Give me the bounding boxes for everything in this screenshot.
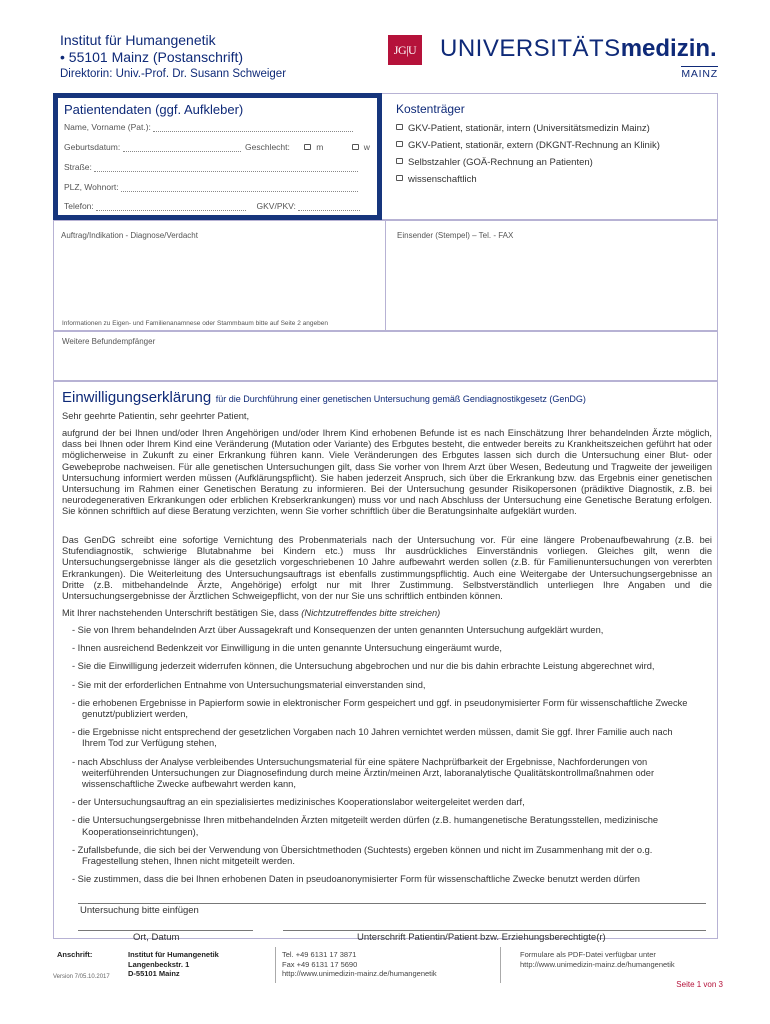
exam-line — [78, 903, 706, 904]
consent-paragraph-2: Das GenDG schreibt eine sofortige Vernichtung des Probenmaterials nach der Untersuchung vor. Für eine längere Probenaufbewahrung (z.B. bei Stufendiagnostik, schwierige Blutabnahme bei Kindern etc.) muss Ihr ausdrückliches Einverständnis vorliegen. Gleiches gilt, wenn die Untersuchungsergebnisse länger als die gesetzlich vorgeschriebenen 10 Jahre aufbewahrt werden sollen (z.B. für Familienuntersuchungen von vererbten Erkrankungen). Die Weiterleitung des Untersuchungsauftrags ist ebenfalls zustimmungspflichtig. Auch eine Weitergabe der Untersuchungsergebnisse an Dritte (z.B. mitbehandelnde Ärzte, Angehörige) erfolgt nur mit Ihrer Zustimmung. Selbstverständlich unterliegen Ihre Angaben und die Untersuchungsergebnisse der Ärztlichen Schweigepflicht, von der nur Sie uns schriftlich entbinden können. — [62, 535, 712, 602]
patient-name-label: Name, Vorname (Pat.): — [64, 122, 151, 132]
city-field[interactable] — [121, 183, 358, 192]
institute-director: Direktorin: Univ.-Prof. Dr. Susann Schweiger — [60, 68, 287, 80]
consent-bullet: - Sie von Ihrem behandelnden Arzt über Aussagekraft und Konsequenzen der unten genannten Untersuchung aufgeklärt wurden, — [72, 625, 604, 635]
patient-city-row[interactable] — [64, 182, 358, 192]
street-label: Straße: — [64, 162, 92, 172]
confirm-note: (Nichtzutreffendes bitte streichen) — [301, 608, 441, 618]
cost-checkbox[interactable] — [396, 158, 403, 164]
institute-name: Institut für Humangenetik — [60, 32, 216, 48]
footer-divider — [500, 947, 501, 983]
patient-name-field[interactable] — [153, 123, 353, 132]
cost-option-gkv-extern[interactable] — [396, 140, 660, 151]
jgu-logo-box: JG|U — [388, 35, 422, 65]
footer-pdf — [520, 950, 675, 969]
cost-checkbox[interactable] — [396, 141, 403, 147]
dob-label: Geburtsdatum: — [64, 142, 121, 152]
gkv-field[interactable] — [298, 202, 360, 211]
patient-data-box[interactable] — [53, 93, 382, 220]
phone-field[interactable] — [96, 202, 246, 211]
consent-bullet: - die erhobenen Ergebnisse in Papierform sowie in elektronischer Form gespeichert und ggf. in pseudonymisierter Form für wissenschaftliche Zwecke genutzt/publiziert werden, — [72, 697, 688, 720]
cost-option-label: wissenschaftlich — [408, 174, 477, 185]
exam-label: Untersuchung bitte einfügen — [80, 905, 199, 916]
logo-word2: medizin. — [620, 35, 717, 62]
indication-field[interactable] — [55, 242, 383, 318]
place-date-field[interactable] — [78, 915, 253, 929]
footer-web-link[interactable]: http://www.unimedizin-mainz.de/humangenetik — [282, 969, 437, 978]
order-divider — [385, 220, 386, 331]
consent-bullet: - nach Abschluss der Analyse verbleibendes Untersuchungsmaterial für eine spätere Nachprüfbarkeit der Ergebnisse, Nachforderungen von weiterführenden Untersuchungen zur Diagnosefindung durch meine Ärztin/meinen Arzt, laboranalytische Qualitätskontrollmaßnahmen oder wissenschaftliche Zwecke aufbewahrt werden kann, — [72, 756, 655, 790]
consent-title-rest: für die Durchführung einer genetischen Untersuchung gemäß Gendiagnostikgesetz (GenDG) — [215, 394, 586, 404]
footer-street: Langenbeckstr. 1 — [128, 959, 190, 969]
consent-bullet: - Ihnen ausreichend Bedenkzeit vor Einwilligung in die unten genannte Untersuchung eingeräumt wurde, — [72, 643, 502, 654]
footer-pdf-link[interactable]: http://www.unimedizin-mainz.de/humangenetik — [520, 959, 675, 969]
sex-m-checkbox[interactable] — [304, 144, 311, 150]
signature-label: Unterschrift Patientin/Patient bzw. Erziehungsberechtigte(r) — [357, 932, 606, 943]
logo-wordmark — [440, 33, 717, 65]
patient-dob-row[interactable] — [64, 142, 370, 152]
cost-checkbox[interactable] — [396, 175, 403, 181]
recipients-label: Weitere Befundempfänger — [62, 337, 156, 346]
footer-left — [57, 950, 92, 960]
indication-label: Auftrag/Indikation - Diagnose/Verdacht — [61, 231, 198, 240]
sender-label: Einsender (Stempel) – Tel. - FAX — [397, 231, 514, 240]
consent-bullet: - die Untersuchungsergebnisse Ihren mitbehandelnden Ärzten mitgeteilt werden dürfen (z.B. humangenetische Beratungsstellen, medizinische Kooperationseinrichtungen), — [72, 815, 659, 837]
consent-bullet: - Sie mit der erforderlichen Entnahme von Untersuchungsmaterial einverstanden sind, — [72, 679, 426, 690]
sex-m-label: m — [316, 142, 324, 152]
city-label: PLZ, Wohnort: — [64, 182, 119, 192]
page-number: Seite 1 von 3 — [676, 980, 723, 989]
exam-field[interactable] — [78, 888, 706, 902]
footer-pdf-text: Formulare als PDF-Datei verfügbar unter — [520, 950, 656, 959]
cost-option-label: GKV-Patient, stationär, extern (DKGNT-Rechnung an Klinik) — [408, 140, 660, 151]
logo-word1: UNIVERSITÄTS — [440, 35, 621, 62]
universitaetsmedizin-logo — [388, 33, 718, 83]
consent-title: Einwilligungserklärung — [62, 389, 212, 406]
dob-field[interactable] — [123, 143, 241, 152]
family-history-note: Informationen zu Eigen- und Familienanamnese oder Stammbaum bitte auf Seite 2 angeben — [62, 320, 328, 327]
consent-bullet: - Sie zustimmen, dass die bei Ihnen erhobenen Daten in pseudoanonymisierter Form für wissenschaftliche Zwecke benutzt werden dürfen — [72, 874, 640, 885]
consent-bullet: - Zufallsbefunde, die sich bei der Verwendung von Übersichtmethoden (Suchtests) ergeben können und nicht im Zusammenhang mit der o.g. Fragestellung stehen, Ihnen nicht mitgeteilt werden. — [72, 844, 653, 867]
consent-bullet: - Sie die Einwilligung jederzeit widerrufen können, die Untersuchung abgebrochen und nur die bis dahin erbrachte Leistung abgerechnet wird, — [72, 661, 655, 672]
sex-w-checkbox[interactable] — [352, 144, 359, 150]
consent-bullet: - der Untersuchungsauftrag an ein spezialisiertes medizinisches Kooperationslabor weitergeleitet werden darf, — [72, 797, 525, 808]
consent-bullet: - die Ergebnisse nicht entsprechend der gesetzlichen Vorgaben nach 10 Jahren vernichtet werden müssen, damit Sie ggf. Ihrer Familie auch nach Ihrem Tod zur Verfügung stehen, — [72, 727, 673, 749]
sex-label: Geschlecht: — [244, 142, 290, 152]
cost-option-gkv-intern[interactable] — [396, 123, 650, 134]
street-field[interactable] — [94, 163, 358, 172]
patient-name-row[interactable] — [64, 122, 353, 132]
footer-address-label: Anschrift: — [57, 950, 93, 959]
institute-header — [60, 32, 286, 82]
sex-w-option[interactable] — [352, 142, 370, 152]
consent-paragraph-1: aufgrund der bei Ihnen und/oder Ihren Angehörigen und/oder Ihrem Kind erhobenen Befunde ist es nach Einschätzung Ihrer behandelnden Ärzte möglich, dass bei Ihnen oder Ihrem Kind eine Veränderung (Mutation oder Variante) des Erbgutes besteht, die entweder bereits zu Krankheitszeichen geführt hat oder möglicherweise in Zukunft zu einer Erkrankung führen kann. Viele Veränderungen des Erbgutes lassen sich durch die Untersuchung einer Blut- oder Gewebeprobe nachweisen. Für alle genetischen Untersuchungen gilt, dass Sie vorher von Ihrem Arzt über Wesen, Bedeutung und Tragweite der jeweiligen Untersuchung informiert werden müssen (Aufklärungspflicht). Sie haben jederzeit Anspruch, sich über die Erkrankung bzw. das Ergebnis einer genetischen Untersuchung im Rahmen einer Genetischen Beratung zu informieren. Bei der Untersuchung gesunder Risikopersonen (prädiktive Diagnostik, z.B. bei neurodegenerativen Erkrankungen oder erblichen Krebserkrankungen) muss vor und nach Abschluss der Untersuchung eine Genetische Beratung erfolgen. Sie können schriftlich auf diese Beratung verzichten, wenn Sie vorher schriftlich über die Beratungsinhalte aufgeklärt wurden. — [62, 428, 712, 517]
cost-option-wissenschaftlich[interactable] — [396, 174, 477, 185]
cost-option-label: GKV-Patient, stationär, intern (Universitätsmedizin Mainz) — [408, 123, 650, 134]
institute-address: • 55101 Mainz (Postanschrift) — [60, 49, 244, 65]
logo-sub: MAINZ — [681, 68, 718, 80]
place-date-label: Ort, Datum — [133, 932, 180, 943]
sex-w-label: w — [363, 142, 370, 152]
confirm-text: Mit Ihrer nachstehenden Unterschrift bestätigen Sie, dass — [62, 608, 299, 618]
footer-address — [128, 950, 219, 979]
signature-field[interactable] — [283, 915, 706, 929]
footer-divider — [275, 947, 276, 983]
patient-phone-row[interactable] — [64, 201, 360, 211]
patient-street-row[interactable] — [64, 162, 358, 172]
consent-heading — [62, 389, 586, 407]
sender-stamp-field[interactable] — [387, 242, 716, 328]
cost-checkbox[interactable] — [396, 124, 403, 130]
footer-city: D-55101 Mainz — [128, 969, 180, 978]
salutation: Sehr geehrte Patientin, sehr geehrter Patient, — [62, 411, 250, 421]
cost-option-selbstzahler[interactable] — [396, 157, 593, 168]
footer-tel: Tel. +49 6131 17 3871 — [282, 950, 357, 959]
phone-label: Telefon: — [64, 201, 94, 211]
patient-title: Patientendaten (ggf. Aufkleber) — [64, 102, 244, 117]
sex-m-option[interactable] — [304, 142, 323, 152]
recipients-field[interactable] — [55, 348, 716, 379]
footer-inst: Institut für Humangenetik — [128, 950, 219, 959]
footer-fax: Fax +49 6131 17 5690 — [282, 959, 358, 969]
cost-option-label: Selbstzahler (GOÄ-Rechnung an Patienten) — [408, 157, 593, 168]
signature-line — [283, 930, 706, 931]
footer-contact — [282, 950, 437, 979]
consent-bullet-list — [72, 625, 692, 892]
footer-version: Version 7/05.10.2017 — [53, 974, 110, 980]
confirm-line — [62, 608, 712, 619]
place-date-line — [78, 930, 253, 931]
gkv-label: GKV/PKV: — [256, 201, 296, 211]
cost-title: Kostenträger — [396, 102, 465, 116]
